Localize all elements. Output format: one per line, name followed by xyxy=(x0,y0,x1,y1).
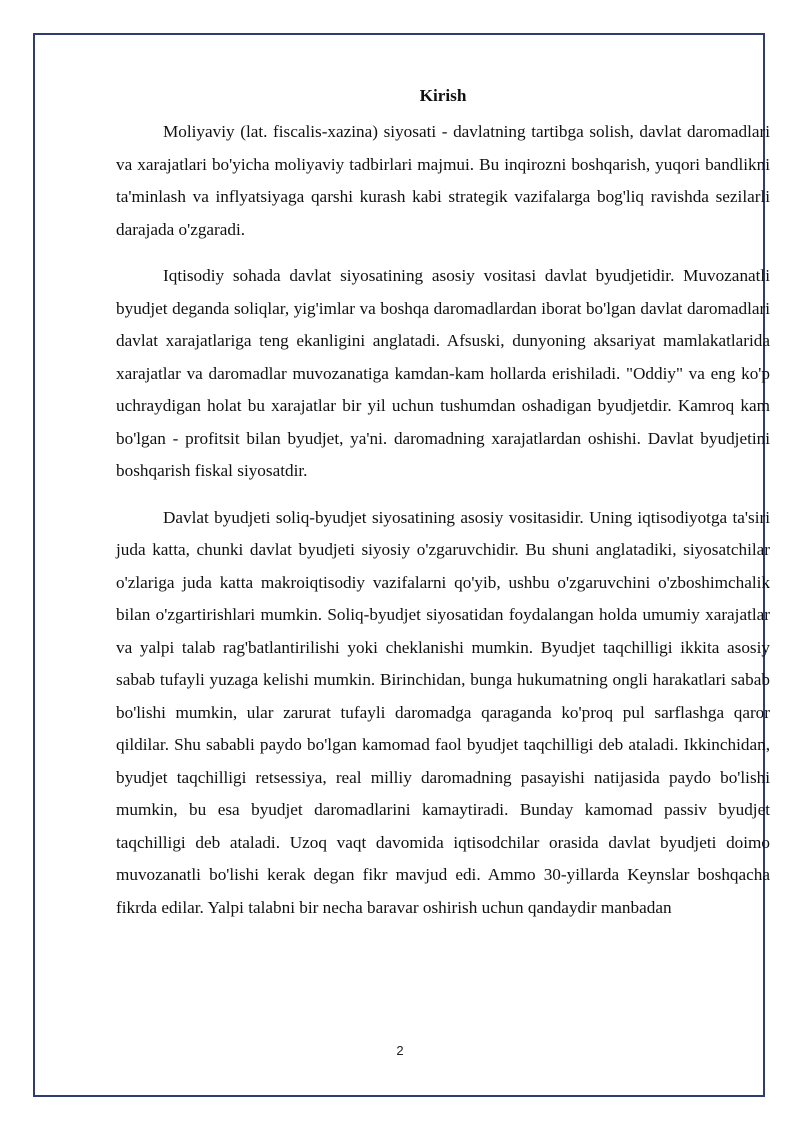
paragraph-3: Davlat byudjeti soliq-byudjet siyosatining asosiy vositasidir. Uning iqtisodiyotga ta'siri juda katta, chunki davlat byudjeti siyosiy o'zgaruvchidir. Bu shuni anglatadiki, siyosatchilar o'zlariga juda katta makroiqtisodiy vazifalarni qo'yib, ushbu o'zgaruvchini o'zboshimchalik bilan o'zgartirishlari mumkin. Soliq-byudjet siyosatidan foydalangan holda umumiy xarajatlar va yalpi talab rag'batlantirilishi yoki cheklanishi mumkin. Byudjet taqchilligi ikkita asosiy sabab tufayli yuzaga kelishi mumkin. Birinchidan, bunga hukumatning ongli harakatlari sabab bo'lishi mumkin, ular zarurat tufayli daromadga qaraganda ko'proq pul sarflashga qaror qildilar. Shu sababli paydo bo'lgan kamomad faol byudjet taqchilligi deb ataladi. Ikkinchidan, byudjet taqchilligi retsessiya, real milliy daromadning pasayishi natijasida paydo bo'lishi mumkin, bu esa byudjet daromadlarini kamaytiradi. Bunday kamomad passiv byudjet taqchilligi deb ataladi. Uzoq vaqt davomida iqtisodchilar orasida davlat byudjeti doimo muvozanatli bo'lishi kerak degan fikr mavjud edi. Ammo 30-yillarda Keynslar boshqacha fikrda edilar. Yalpi talabni bir necha baravar oshirish uchun qandaydir manbadan xyxy=(116,507,770,917)
page-number: 2 xyxy=(396,1043,404,1058)
document-body xyxy=(116,82,770,938)
paragraph-2: Iqtisodiy sohada davlat siyosatining asosiy vositasi davlat byudjetidir. Muvozanatli byudjet deganda soliqlar, yig'imlar va boshqa daromadlardan iborat bo'lgan davlat daromadlari davlat xarajatlariga teng ekanligini anglatadi. Afsuski, dunyoning aksariyat mamlakatlarida xarajatlar va daromadlar muvozanatiga kamdan-kam hollarda erishiladi. "Oddiy" va eng ko'p uchraydigan holat bu xarajatlar bir yil uchun tushumdan oshadigan byudjetdir. Kamroq kam bo'lgan - profitsit bilan byudjet, ya'ni. daromadning xarajatlardan oshishi. Davlat byudjetini boshqarish fiskal siyosatdir. xyxy=(116,266,770,480)
paragraph-1: Moliyaviy (lat. fiscalis-xazina) siyosati - davlatning tartibga solish, davlat daromadlari va xarajatlari bo'yicha moliyaviy tadbirlari majmui. Bu inqirozni boshqarish, yuqori bandlikni ta'minlash va inflyatsiyaga qarshi kurash kabi strategik vazifalarga bog'liq ravishda sezilarli darajada o'zgaradi. xyxy=(116,122,770,239)
document-title: Kirish xyxy=(419,86,467,105)
